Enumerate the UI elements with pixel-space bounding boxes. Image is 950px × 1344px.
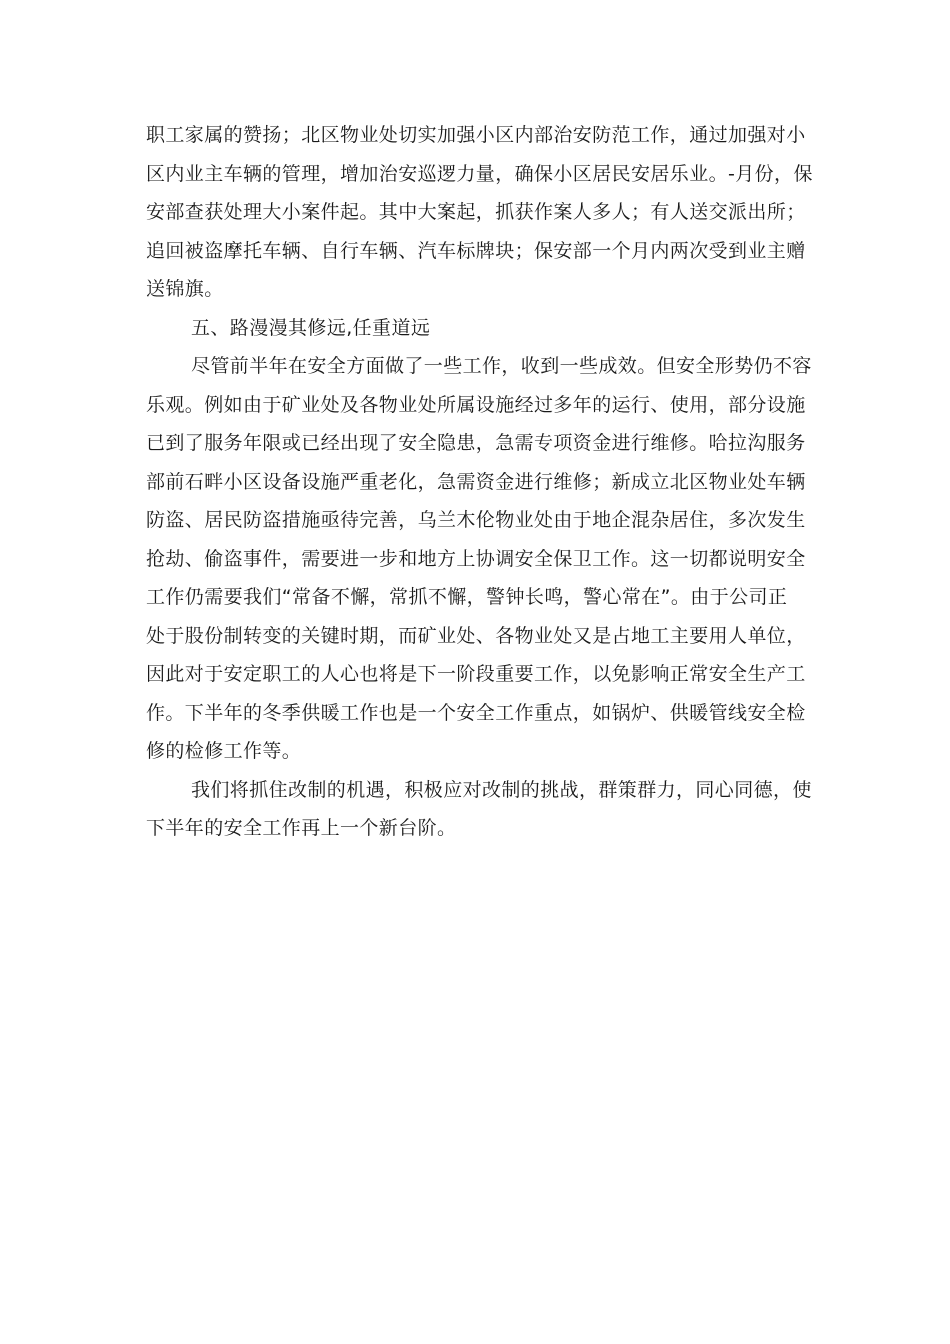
text-line: 已到了服务年限或已经出现了安全隐患，急需专项资金进行维修。哈拉沟服务 [146, 432, 806, 454]
text-line: 乐观。例如由于矿业处及各物业处所属设施经过多年的运行、使用，部分设施 [146, 393, 806, 416]
text-line: 安部查获处理大小案件起。其中大案起，抓获作案人多人；有人送交派出所； [146, 201, 806, 223]
text-line: 区内业主车辆的管理，增加治安巡逻力量，确保小区居民安居乐业。-月份，保 [146, 162, 813, 185]
text-line: 抢劫、偷盗事件，需要进一步和地方上协调安全保卫工作。这一切都说明安全 [146, 547, 806, 570]
paragraph-outlook [146, 347, 810, 771]
text-line: 防盗、居民防盗措施亟待完善，乌兰木伦物业处由于地企混杂居住，多次发生 [146, 509, 806, 531]
section-heading [146, 309, 810, 348]
text-line: 修的检修工作等。 [146, 740, 302, 762]
text-line: 我们将抓住改制的机遇，积极应对改制的挑战，群策群力，同心同德，使 [191, 778, 812, 801]
text-line: 追回被盗摩托车辆、自行车辆、汽车标牌块；保安部一个月内两次受到业主赠 [146, 239, 806, 262]
document-body [146, 116, 813, 848]
paragraph-continuation [146, 116, 813, 309]
text-line: 因此对于安定职工的人心也将是下一阶段重要工作，以免影响正常安全生产工 [146, 663, 806, 685]
text-line: 下半年的安全工作再上一个新台阶。 [146, 817, 457, 839]
text-line: 职工家属的赞扬；北区物业处切实加强小区内部治安防范工作，通过加强对小 [146, 124, 806, 146]
text-line: 作。下半年的冬季供暖工作也是一个安全工作重点，如锅炉、供暖管线安全检 [146, 701, 806, 724]
text-line: 部前石畔小区设备设施严重老化，急需资金进行维修；新成立北区物业处车辆 [146, 470, 806, 493]
text-line: 尽管前半年在安全方面做了一些工作，收到一些成效。但安全形势仍不容 [191, 355, 812, 377]
paragraph-conclusion [146, 771, 810, 848]
text-line: 处于股份制转变的关键时期，而矿业处、各物业处又是占地工主要用人单位， [146, 624, 806, 647]
text-line: 工作仍需要我们“常备不懈，常抓不懈，警钟长鸣，警心常在”。由于公司正 [146, 586, 788, 608]
heading-text: 五、路漫漫其修远,任重道远 [191, 316, 431, 339]
text-line: 送锦旗。 [146, 278, 224, 300]
